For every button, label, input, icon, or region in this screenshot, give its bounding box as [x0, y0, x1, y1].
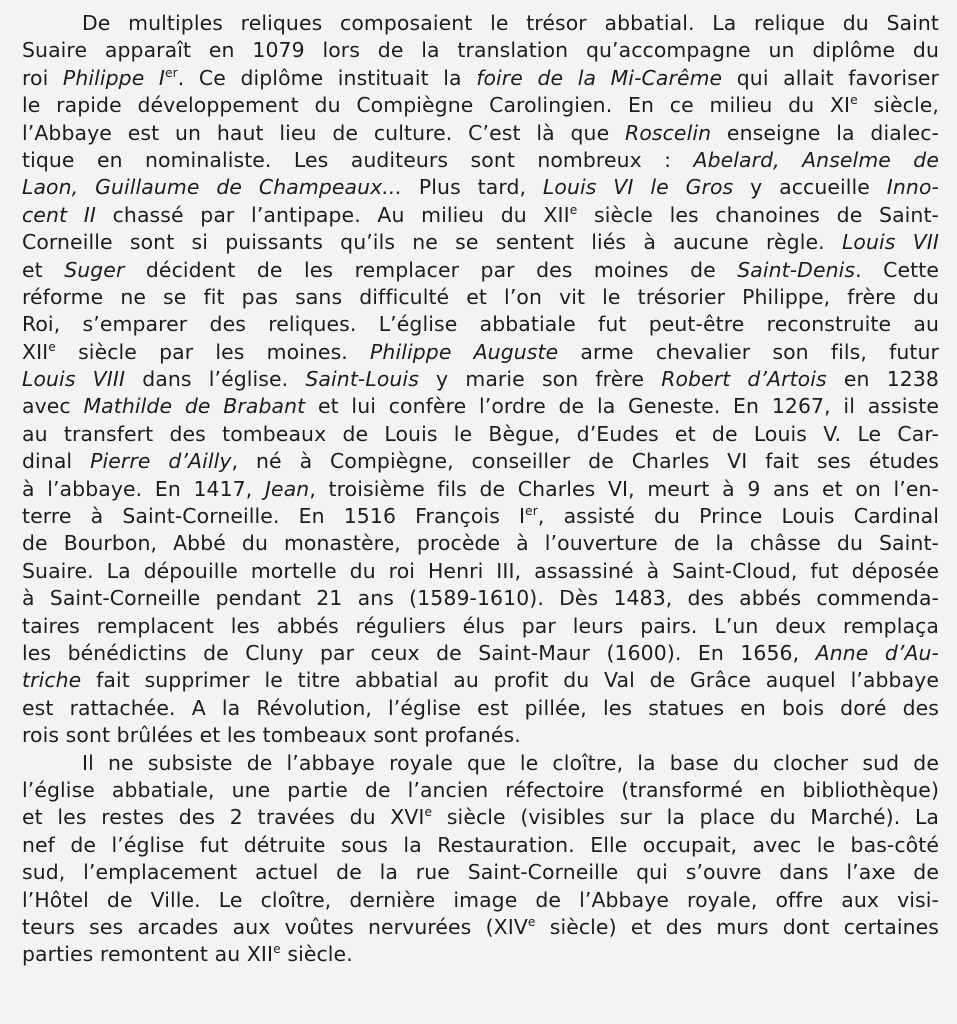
- text-segment: fait supprimer le titre abbatial au profit du Val de Grâce auquel l’abbaye: [81, 668, 939, 693]
- text-segment: au transfert des tombeaux de Louis le Bègue, d’Eudes et de Louis V. Le Car-: [22, 421, 939, 446]
- text-line: [22, 832, 939, 859]
- text-segment: tique en nominaliste. Les auditeurs sont nombreux :: [22, 147, 694, 172]
- text-segment: et lui confère l’ordre de la Geneste. En 1267, il assiste: [305, 394, 939, 419]
- text-segment: y accueille: [733, 175, 887, 200]
- text-segment: , assisté du Prince Louis Cardinal: [537, 504, 939, 529]
- text-segment: siècle par les moines.: [55, 339, 371, 364]
- text-segment: est rattachée. A la Révolution, l’église est pillée, les statues en bois doré des: [22, 695, 939, 720]
- superscript: er: [165, 65, 178, 80]
- text-line: [22, 10, 939, 37]
- italic-text: Saint-Louis: [305, 367, 419, 392]
- text-segment: terre à Saint-Corneille. En 1516 François I: [22, 504, 526, 529]
- italic-text: triche: [22, 668, 82, 693]
- text-segment: en 1238: [826, 367, 939, 392]
- italic-text: Louis VI le Gros: [542, 175, 734, 200]
- text-segment: dans l’église.: [125, 367, 306, 392]
- text-segment: de Bourbon, Abbé du monastère, procède à l’ouverture de la châsse du Saint-: [22, 531, 939, 556]
- text-line: [22, 804, 939, 831]
- text-line: [22, 750, 939, 777]
- superscript: e: [569, 202, 578, 217]
- italic-text: Saint-Denis: [737, 257, 856, 282]
- text-line: [22, 503, 939, 530]
- text-segment: les bénédictins de Cluny par ceux de Saint-Maur (1600). En 1656,: [22, 640, 816, 665]
- italic-text: Anne d’Au-: [815, 640, 939, 665]
- italic-text: Louis VII: [841, 230, 939, 255]
- text-segment: enseigne la dialec-: [711, 120, 939, 145]
- text-line: [22, 421, 939, 448]
- text-line: [22, 174, 939, 201]
- text-segment: . Ce diplôme instituait la: [177, 65, 477, 90]
- text-line: [22, 613, 939, 640]
- text-segment: avec: [22, 394, 84, 419]
- text-line: [22, 339, 939, 366]
- text-segment: l’Abbaye est un haut lieu de culture. C’est là que: [22, 120, 626, 145]
- text-line: [22, 585, 939, 612]
- text-line: [22, 147, 939, 174]
- italic-text: Robert d’Artois: [661, 367, 827, 392]
- text-segment: et les restes des 2 travées du XVI: [22, 805, 425, 830]
- text-segment: siècle (visibles sur la place du Marché). La: [432, 805, 939, 830]
- text-segment: siècle.: [280, 942, 353, 967]
- text-segment: Roi, s’emparer des reliques. L’église abbatiale fut peut-être reconstruite au: [22, 312, 939, 337]
- italic-text: Roscelin: [625, 120, 712, 145]
- text-segment: nef de l’église fut détruite sous la Restauration. Elle occupait, avec le bas-côté: [22, 832, 939, 857]
- italic-text: Laon, Guillaume de Champeaux...: [22, 175, 403, 200]
- text-segment: Corneille sont si puissants qu’ils ne se sentent liés à aucune règle.: [22, 230, 842, 255]
- text-line: [22, 887, 939, 914]
- italic-text: Louis VIII: [22, 367, 126, 392]
- text-segment: et: [22, 257, 65, 282]
- text-segment: , né à Compiègne, conseiller de Charles VI fait ses études: [231, 449, 939, 474]
- text-line: [22, 695, 939, 722]
- text-line: [22, 558, 939, 585]
- superscript: e: [424, 805, 433, 820]
- text-segment: siècle) et des murs dont certaines: [535, 914, 939, 939]
- italic-text: Suger: [64, 257, 125, 282]
- italic-text: Mathilde de Brabant: [83, 394, 306, 419]
- text-segment: roi: [22, 65, 63, 90]
- text-segment: à Saint-Corneille pendant 21 ans (1589-1610). Dès 1483, des abbés commenda-: [22, 586, 939, 611]
- text-line: [22, 120, 939, 147]
- text-segment: rois sont brûlées et les tombeaux sont profanés.: [22, 723, 521, 748]
- text-segment: arme chevalier son fils, futur: [558, 339, 939, 364]
- text-line: [22, 530, 939, 557]
- text-segment: taires remplacent les abbés réguliers élus par leurs pairs. L’un deux remplaça: [22, 613, 939, 638]
- italic-text: Philippe I: [62, 65, 166, 90]
- text-segment: qui allait favoriser: [722, 65, 939, 90]
- text-segment: siècle,: [857, 93, 939, 118]
- italic-text: Abelard, Anselme de: [693, 147, 939, 172]
- text-line: [22, 777, 939, 804]
- superscript: e: [850, 93, 858, 108]
- text-segment: à l’abbaye. En 1417,: [22, 476, 265, 501]
- text-line: [22, 393, 939, 420]
- text-segment: y marie son frère: [418, 367, 662, 392]
- text-segment: . Cette: [855, 257, 939, 282]
- text-line: [22, 37, 939, 64]
- superscript: e: [527, 915, 536, 930]
- text-line: [22, 859, 939, 886]
- text-segment: l’Hôtel de Ville. Le cloître, dernière image de l’Abbaye royale, offre aux visi-: [22, 887, 939, 912]
- text-segment: Plus tard,: [402, 175, 543, 200]
- text-segment: sud, l’emplacement actuel de la rue Saint-Corneille qui s’ouvre dans l’axe de: [22, 860, 939, 885]
- superscript: e: [273, 942, 281, 957]
- italic-text: Pierre d’Ailly: [90, 449, 232, 474]
- italic-text: Jean: [264, 476, 310, 501]
- text-segment: dinal: [22, 449, 91, 474]
- text-line: [22, 65, 939, 92]
- text-line: [22, 640, 939, 667]
- text-line: [22, 722, 939, 749]
- text-segment: décident de les remplacer par des moines de: [124, 257, 738, 282]
- text-line: [22, 366, 939, 393]
- text-line: [22, 311, 939, 338]
- italic-text: Inno-: [886, 175, 939, 200]
- text-line: [22, 92, 939, 119]
- italic-text: cent II: [22, 202, 96, 227]
- superscript: er: [525, 504, 538, 519]
- text-line: [22, 476, 939, 503]
- text-segment: Suaire apparaît en 1079 lors de la translation qu’accompagne un diplôme du: [22, 38, 939, 63]
- body-text: [22, 10, 939, 969]
- text-line: [22, 667, 939, 694]
- text-segment: le rapide développement du Compiègne Carolingien. En ce milieu du XI: [22, 93, 851, 118]
- text-line: [22, 284, 939, 311]
- text-line: [22, 914, 939, 941]
- text-segment: Il ne subsiste de l’abbaye royale que le cloître, la base du clocher sud de: [82, 750, 939, 775]
- text-line: [22, 257, 939, 284]
- text-line: [22, 941, 939, 968]
- text-line: [22, 229, 939, 256]
- superscript: e: [48, 339, 56, 354]
- text-segment: Suaire. La dépouille mortelle du roi Henri III, assassiné à Saint-Cloud, fut déposée: [22, 558, 939, 583]
- text-segment: l’église abbatiale, une partie de l’ancien réfectoire (transformé en bibliothèque): [22, 777, 939, 802]
- text-line: [22, 448, 939, 475]
- text-segment: teurs ses arcades aux voûtes nervurées (XIV: [22, 914, 528, 939]
- text-segment: parties remontent au XII: [22, 942, 274, 967]
- text-line: [22, 202, 939, 229]
- italic-text: foire de la Mi-Carême: [476, 65, 723, 90]
- text-segment: XII: [22, 339, 49, 364]
- text-segment: chassé par l’antipape. Au milieu du XII: [95, 202, 570, 227]
- text-segment: , troisième fils de Charles VI, meurt à 9 ans et on l’en-: [309, 476, 939, 501]
- text-segment: réforme ne se fit pas sans difficulté et l’on vit le trésorier Philippe, frère du: [22, 284, 939, 309]
- text-segment: siècle les chanoines de Saint-: [577, 202, 939, 227]
- text-segment: De multiples reliques composaient le trésor abbatial. La relique du Saint: [82, 11, 939, 35]
- italic-text: Philippe Auguste: [370, 339, 559, 364]
